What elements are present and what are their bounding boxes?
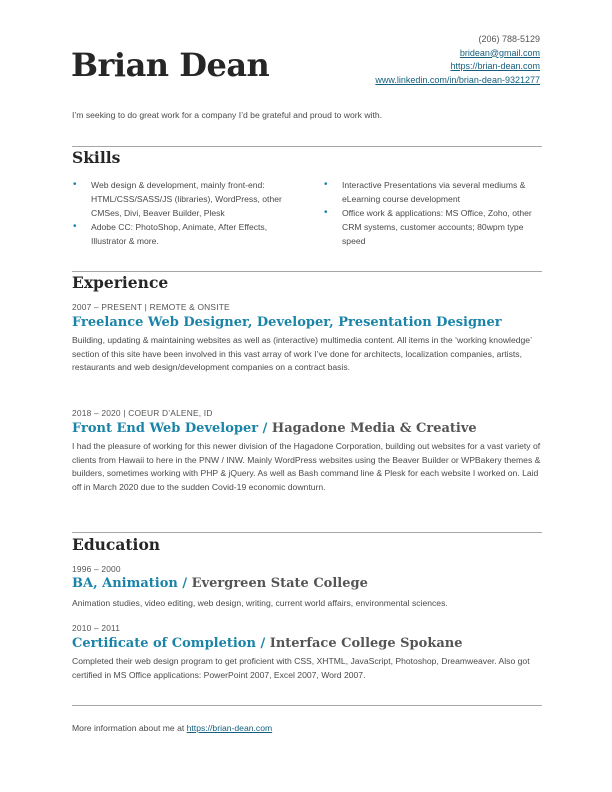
divider — [72, 271, 542, 272]
footer: More information about me at https://brian-dean.com — [72, 723, 273, 733]
job-date: 2007 – PRESENT | REMOTE & ONSITE — [72, 302, 230, 312]
phone: (206) 788-5129 — [478, 34, 540, 44]
bullet-icon: • — [324, 207, 328, 218]
skill-item: • Web design & development, mainly front-end: HTML/CSS/SASS/JS (libraries), WordPress, other CMSes, Divi, Beaver Builder, Plesk — [73, 179, 282, 218]
name-heading: Brian Dean — [71, 46, 270, 84]
school: Interface College Spokane — [269, 636, 463, 651]
education-title: BA, Animation / Evergreen State College — [72, 576, 368, 591]
education-description: Completed their web design program to get proficient with CSS, XHTML, JavaScript, Photoshop, Dreamweaver. Also got certified in MS Office applications: PowerPoint 2007, Excel 2007, Word 2007. — [72, 656, 530, 680]
skills-right-column — [324, 178, 542, 248]
education-date: 1996 – 2000 — [72, 564, 121, 574]
skill-item: • Office work & applications: MS Office, Zoho, other CRM systems, customer accounts; 80wpm type speed — [324, 207, 532, 246]
divider — [72, 705, 542, 706]
education-description: Animation studies, video editing, web design, writing, current world affairs, environmental sciences. — [72, 598, 448, 608]
experience-heading: Experience — [72, 273, 169, 292]
job-description: I had the pleasure of working for this newer division of the Hagadone Corporation, building out websites for a vast variety of clients from Hawaii to here in the PNW / INW. Mainly WordPress websites using the Beaver Builder or WPBakery themes & builders, sometimes working with PHP & jQuery. As well as Bash command line & Plesk for each website I worked on. Laid off in March 2020 due to the sudden Covid-19 economic downturn. — [72, 441, 541, 493]
job-description: Building, updating & maintaining websites as well as (interactive) multimedia content. All items in the ‘working knowledge’ section of this site have been involved in this vast array of work I’ve done for architects, localization companies, artists, restaurants and web design/development companies on a contract basis. — [72, 335, 532, 373]
intro-text: I’m seeking to do great work for a company I’d be grateful and proud to work with. — [72, 110, 383, 120]
divider — [72, 532, 542, 533]
email-link[interactable]: bridean@gmail.com — [459, 47, 540, 58]
skills-left-column — [73, 178, 303, 248]
job-date: 2018 – 2020 | COEUR D’ALENE, ID — [72, 408, 213, 418]
education-title: Certificate of Completion / Interface College Spokane — [72, 636, 463, 651]
company: Hagadone Media & Creative — [271, 421, 477, 436]
bullet-icon: • — [73, 179, 77, 190]
job-title: Freelance Web Designer, Developer, Presentation Designer — [72, 315, 502, 330]
school: Evergreen State College — [191, 576, 368, 591]
skill-item: • Adobe CC: PhotoShop, Animate, After Effects, Illustrator & more. — [73, 221, 268, 246]
website-link[interactable]: https://brian-dean.com — [450, 61, 540, 72]
linkedin-link[interactable]: www.linkedin.com/in/brian-dean-9321277 — [375, 74, 540, 85]
footer-website-link[interactable]: https://brian-dean.com — [186, 723, 273, 733]
education-heading: Education — [72, 535, 161, 554]
divider — [72, 146, 542, 147]
contact-block — [375, 33, 540, 87]
education-date: 2010 – 2011 — [72, 623, 121, 633]
job-title: Front End Web Developer / Hagadone Media & Creative — [72, 421, 477, 436]
bullet-icon: • — [324, 179, 328, 190]
skill-item: • Interactive Presentations via several mediums & eLearning course development — [324, 179, 526, 204]
skills-heading: Skills — [72, 148, 121, 167]
bullet-icon: • — [73, 221, 77, 232]
